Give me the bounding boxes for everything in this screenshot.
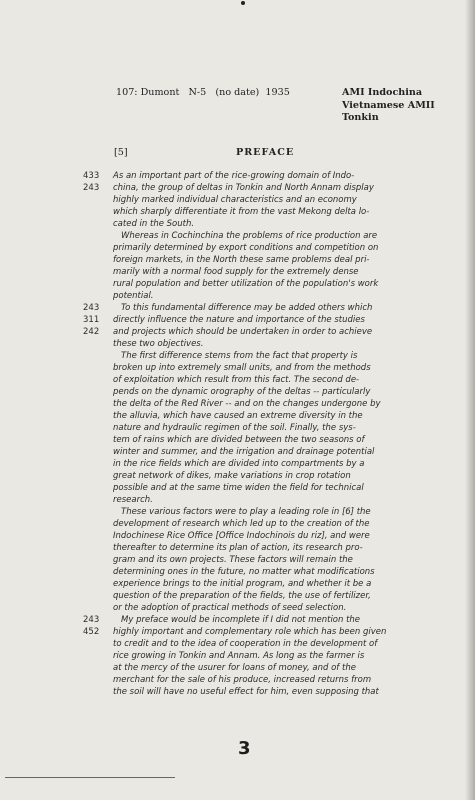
text-line: development of research which led up to the creation of the	[113, 519, 370, 529]
text-line: Whereas in Cochinchina the problems of rice production are	[121, 231, 378, 241]
text-line: These various factors were to play a leading role in [6] the	[121, 507, 371, 517]
text-line: tem of rains which are divided between the two seasons of	[113, 435, 365, 445]
text-line: As an important part of the rice-growing domain of Indo-	[113, 171, 355, 181]
text-line: primarily determined by export conditions and competition on	[113, 243, 379, 253]
margin-number: 311	[83, 315, 100, 325]
text-line: question of the preparation of the fields, the use of fertilizer,	[113, 591, 371, 601]
page-title: PREFACE	[236, 147, 295, 158]
text-line: nature and hydraulic regimen of the soil. Finally, the sys-	[113, 423, 356, 433]
text-line: the delta of the Red River -- and on the changes undergone by	[113, 399, 381, 409]
text-line: broken up into extremely small units, and from the methods	[113, 363, 371, 373]
text-line: The first difference stems from the fact that property is	[121, 351, 358, 361]
text-line: directly influence the nature and importance of the studies	[113, 315, 365, 325]
text-line: at the mercy of the usurer for loans of money, and of the	[113, 663, 356, 673]
scan-mark	[241, 1, 245, 5]
page-number: 3	[238, 738, 251, 759]
text-line: merchant for the sale of his produce, increased returns from	[113, 675, 372, 685]
classification-line-3: Tonkin	[342, 112, 379, 123]
text-line: To this fundamental difference may be added others which	[121, 303, 373, 313]
text-line: in the rice fields which are divided into compartments by a	[113, 459, 365, 469]
classification-line-2: Vietnamese AMII	[342, 99, 435, 111]
section-number: [5]	[114, 147, 128, 158]
text-line: thereafter to determine its plan of action, its research pro-	[113, 543, 363, 553]
text-line: gram and its own projects. These factors will remain the	[113, 555, 353, 565]
text-line: china, the group of deltas in Tonkin and North Annam display	[113, 183, 374, 193]
margin-number: 452	[83, 627, 100, 637]
text-line: Indochinese Rice Office [Office Indochinois du riz], and were	[113, 531, 370, 541]
text-line: pends on the dynamic orography of the deltas -- particularly	[113, 387, 371, 397]
text-line: foreign markets, in the North these same problems deal pri-	[113, 255, 370, 265]
library-classification	[342, 87, 435, 125]
text-line: determining ones in the future, no matter what modifications	[113, 567, 375, 577]
margin-number: 242	[83, 327, 100, 337]
text-line: to credit and to the idea of cooperation in the development of	[113, 639, 378, 649]
classification-line-1: AMI Indochina	[342, 87, 423, 98]
text-line: and projects which should be undertaken in order to achieve	[113, 327, 373, 337]
text-line: the soil will have no useful effect for him, even supposing that	[113, 687, 379, 697]
text-line: or the adoption of practical methods of seed selection.	[113, 603, 347, 613]
text-line: cated in the South.	[113, 219, 195, 229]
margin-number: 243	[83, 615, 100, 625]
text-line: rice growing in Tonkin and Annam. As long as the farmer is	[113, 651, 365, 661]
text-line: marily with a normal food supply for the extremely dense	[113, 267, 359, 277]
text-line: experience brings to the initial program, and whether it be a	[113, 579, 372, 589]
text-line: potential.	[113, 291, 154, 301]
text-line: the alluvia, which have caused an extreme diversity in the	[113, 411, 363, 421]
text-line: winter and summer, and the irrigation and drainage potential	[113, 447, 375, 457]
margin-number: 243	[83, 183, 100, 193]
text-line: My preface would be incomplete if I did not mention the	[121, 615, 361, 625]
text-line: of exploitation which result from this fact. The second de-	[113, 375, 360, 385]
footer-rule	[5, 777, 175, 778]
margin-number: 243	[83, 303, 100, 313]
text-line: great network of dikes, make variations in crop rotation	[113, 471, 351, 481]
text-line: which sharply differentiate it from the vast Mekong delta lo-	[113, 207, 370, 217]
reference-line: 107: Dumont N-5 (no date) 1935	[116, 87, 290, 98]
text-line: rural population and better utilization of the population's work	[113, 279, 379, 289]
margin-number: 433	[83, 171, 100, 181]
text-line: research.	[113, 495, 153, 505]
text-line: highly important and complementary role which has been given	[113, 627, 387, 637]
text-line: these two objectives.	[113, 339, 204, 349]
page-edge-shadow	[465, 0, 475, 800]
text-line: highly marked individual characteristics and an economy	[113, 195, 357, 205]
text-line: possible and at the same time widen the field for technical	[113, 483, 364, 493]
